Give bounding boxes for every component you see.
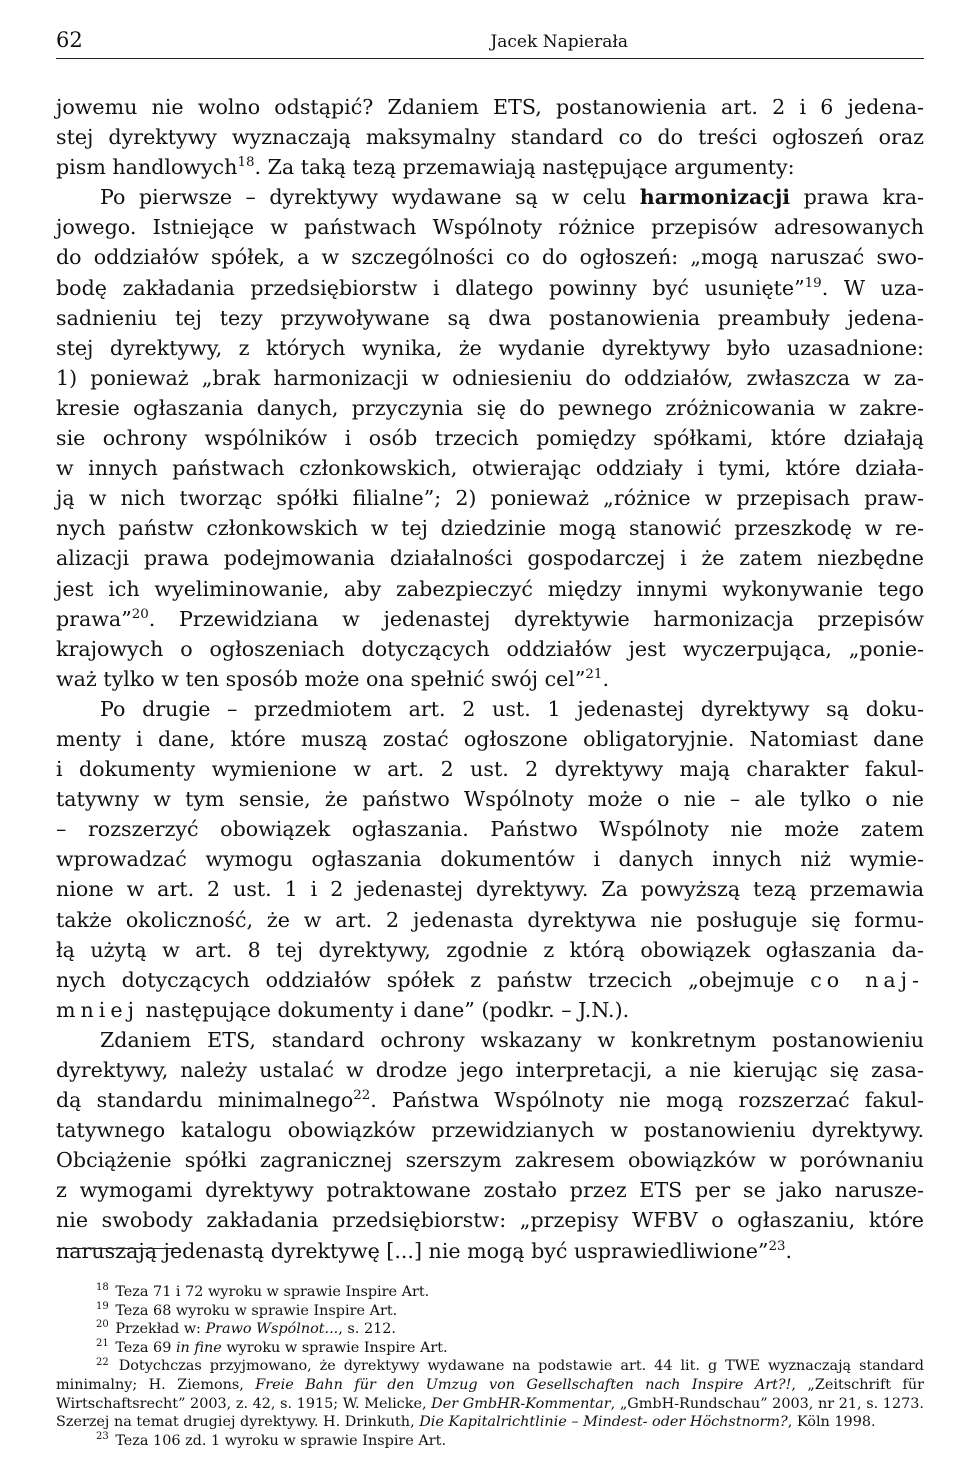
footnote-ref-23[interactable]: 23: [768, 1238, 786, 1254]
text-line: – rozszerzyć obowiązek ogłaszania. Państwo Wspólnoty nie może zatem: [56, 817, 924, 842]
text-line: mniej następujące dokumenty i dane” (podkr. – J.N.).: [56, 997, 630, 1022]
spaced-emphasis: co naj-: [810, 967, 924, 992]
text-line: Obciążenie spółki zagranicznej szerszym zakresem obowiązków w porównaniu: [56, 1148, 924, 1173]
text-line: nione w art. 2 ust. 1 i 2 jedenastej dyrektywy. Za powyższą tezą przemawia: [56, 877, 924, 902]
text-line: krajowych o ogłoszeniach dotyczących oddziałów jest wyczerpująca, „ponie-: [56, 636, 924, 661]
text-line: z wymogami dyrektywy potraktowane zostało przez ETS per se jako narusze-: [56, 1178, 924, 1203]
text-line: Zdaniem ETS, standard ochrony wskazany w konkretnym postanowieniu: [100, 1027, 924, 1052]
footnote-ref-18[interactable]: 18: [237, 155, 255, 171]
footnote-19: $^{19}$ Teza 68 wyroku w sprawie Inspire Art.: [96, 1300, 398, 1319]
footnote-ref-22[interactable]: 22: [353, 1088, 371, 1104]
text-line: i dokumenty wymienione w art. 2 ust. 2 dyrektywy mają charakter fakul-: [56, 757, 924, 782]
text-line: jowemu nie wolno odstąpić? Zdaniem ETS, postanowienia art. 2 i 6 jedena-: [56, 95, 924, 119]
footnote-18: $^{18}$ Teza 71 i 72 wyroku w sprawie Inspire Art.: [96, 1282, 430, 1300]
text-line: 1) ponieważ „brak harmonizacji w odniesieniu do oddziałów, zwłaszcza w za-: [56, 365, 924, 390]
text-line: stej dyrektywy, z których wynika, że wydanie dyrektywy było uzasadnione:: [56, 335, 924, 360]
footnote-ref-20[interactable]: 20: [131, 606, 149, 622]
footnote-23: $^{23}$ Teza 106 zd. 1 wyroku w sprawie Inspire Art.: [96, 1430, 447, 1449]
text-line: tatywnego katalogu obowiązków przewidzianych w postanowieniu dyrektywy.: [56, 1118, 924, 1143]
footnote-22: $^{22}$ Dotychczas przyjmowano, że dyrektywy wydawane na podstawie art. 44 lit. g TWE wyznaczają standard minimalny; H. Ziemons, Freie Bahn für den Umzug von Gesellschaften nach Inspire Art?!, „Zeitschrift für Wirtschaftsrecht” 2003, z. 42, s. 1915; W. Melicke, Der GmbHR-Kommentar, „GmbH-Rundschau” 2003, nr 21, s. 1273. Szerzej na temat drugiej dyrektywy. H. Drinkuth, Die Kapitalrichtlinie – Mindest- oder Höchstnorm?, Köln 1998.: [56, 1356, 924, 1431]
text-line: wprowadzać wymogu ogłaszania dokumentów i danych innych niż wymie-: [56, 847, 924, 872]
text-line: Po drugie – przedmiotem art. 2 ust. 1 jedenastej dyrektywy są doku-: [100, 696, 924, 721]
text-line: sadnieniu tej tezy przywoływane są dwa postanowienia preambuły jedena-: [56, 305, 924, 330]
text-line: dą standardu minimalnego$^{22}$. Państwa Wspólnoty nie mogą rozszerzać fakul-: [56, 1088, 924, 1113]
text-line: nych dotyczących oddziałów spółek z państw trzecich „obejmuje co naj-: [56, 967, 924, 992]
text-line: do oddziałów spółek, a w szczególności co do ogłoszeń: „mogą naruszać swo-: [56, 245, 924, 270]
text-line: tatywny w tym sensie, że państwo Wspólnoty może o nie – ale tylko o nie: [56, 787, 924, 812]
footnote-separator: [56, 1248, 178, 1249]
footnotes: [56, 1283, 924, 1450]
text-line: sie ochrony wspólników i osób trzecich pomiędzy spółkami, które działają: [56, 426, 924, 451]
text-line: łą użytą w art. 8 tej dyrektywy, zgodnie z którą obowiązek ogłaszania da-: [56, 937, 924, 962]
text-line: jowego. Istniejące w państwach Wspólnoty różnice przepisów adresowanych: [56, 215, 924, 240]
footnote-ref-21[interactable]: 21: [585, 666, 603, 682]
text-line: nych państw członkowskich w tej dziedzinie mogą stanowić przeszkodę w re-: [56, 516, 924, 541]
page-number: 62: [56, 28, 83, 52]
text-line: alizacji prawa podejmowania działalności gospodarczej i że zatem niezbędne: [56, 546, 924, 571]
text-line: waż tylko w ten sposób może ona spełnić swój cel”$^{21}$.: [56, 666, 609, 691]
footnote-20: $^{20}$ Przekład w: Prawo Wspólnot..., s. 212.: [96, 1319, 396, 1338]
text-line: bodę zakładania przedsiębiorstw i dlatego powinny być usunięte”$^{19}$. W uza-: [56, 275, 924, 300]
text-line: także okoliczność, że w art. 2 jedenasta dyrektywa nie posługuje się formu-: [56, 907, 924, 932]
spaced-emphasis: mniej: [56, 997, 139, 1022]
text-line: jest ich wyeliminowanie, aby zabezpieczyć między innymi wykonywanie tego: [56, 576, 924, 601]
text-line: menty i dane, które muszą zostać ogłoszone obligatoryjnie. Natomiast dane: [56, 726, 924, 751]
text-line: dyrektywy, należy ustalać w drodze jego interpretacji, a nie kierując się zasa-: [56, 1058, 924, 1082]
page-header: [56, 26, 924, 59]
text-line: nie swobody zakładania przedsiębiorstw: „przepisy WFBV o ogłaszaniu, które: [56, 1208, 924, 1233]
emphasis-harmonizacji: harmonizacji: [639, 185, 791, 210]
text-line: stej dyrektywy wyznaczają maksymalny standard co do treści ogłoszeń oraz: [56, 125, 924, 150]
text-line: naruszają jedenastą dyrektywę [...] nie mogą być usprawiedliwione”$^{23}$.: [56, 1238, 793, 1263]
footnote-ref-19[interactable]: 19: [804, 275, 822, 291]
text-line: w innych państwach członkowskich, otwierając oddziały i tymi, które działa-: [56, 456, 924, 481]
footnote-21: $^{21}$ Teza 69 in fine wyroku w sprawie Inspire Art.: [96, 1337, 448, 1356]
text-line: pism handlowych$^{18}$. Za taką tezą przemawiają następujące argumenty:: [56, 155, 795, 180]
running-head: Jacek Napierała: [490, 32, 628, 52]
text-line: kresie ogłaszania danych, przyczynia się do pewnego zróżnicowania w zakre-: [56, 395, 924, 420]
text-line: Po pierwsze – dyrektywy wydawane są w celu harmonizacji prawa kra-: [100, 185, 924, 210]
text-line: prawa”$^{20}$. Przewidziana w jedenastej dyrektywie harmonizacja przepisów: [56, 606, 924, 631]
main-text: [56, 92, 924, 1266]
text-line: ją w nich tworząc spółki filialne”; 2) ponieważ „różnice w przepisach praw-: [56, 486, 924, 511]
